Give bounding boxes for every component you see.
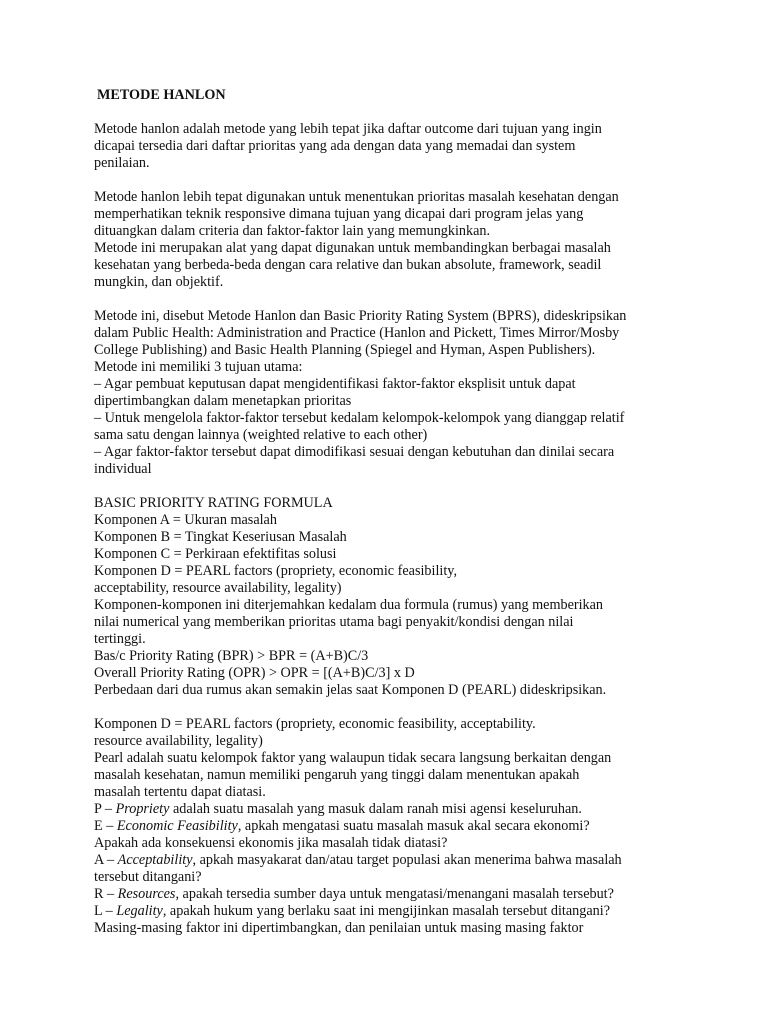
document-title: METODE HANLON (97, 87, 226, 103)
text-line: Metode hanlon adalah metode yang lebih tepat jika daftar outcome dari tujuan yang ingin (94, 121, 602, 137)
paragraph-usage (94, 189, 734, 291)
text-line: memperhatikan teknik responsive dimana tujuan yang dicapai dari program jelas yang (94, 206, 584, 222)
pearl-letter: P – (94, 801, 116, 817)
pearl-description: , apkah masyakarat dan/atau target populasi akan menerima bahwa masalah (192, 852, 622, 868)
text-line: dipertimbangkan dalam menetapkan prioritas (94, 393, 352, 409)
pearl-term: Propriety (115, 801, 170, 817)
pearl-description: , apkah mengatasi suatu masalah masuk akal secara ekonomi? (237, 818, 590, 834)
text-line: Apakah ada konsekuensi ekonomis jika masalah tidak diatasi? (94, 835, 448, 851)
text-line: kesehatan yang berbeda-beda dengan cara relative dan bukan absolute, framework, seadil (94, 257, 602, 273)
text-line: masalah kesehatan, namun memiliki pengaruh yang tinggi dalam menentukan apakah (94, 767, 580, 783)
text-line: mungkin, dan objektif. (94, 274, 224, 290)
text-line: resource availability, legality) (94, 733, 263, 749)
document-page (94, 87, 734, 937)
text-line: Overall Priority Rating (OPR) > OPR = [(A+B)C/3] x D (94, 665, 415, 681)
pearl-term: Legality (116, 903, 163, 919)
paragraph-bprs (94, 308, 734, 478)
text-line: Metode ini merupakan alat yang dapat digunakan untuk membandingkan berbagai masalah (94, 240, 611, 256)
text-line: Metode ini, disebut Metode Hanlon dan Basic Priority Rating System (BPRS), dideskripsikan (94, 308, 627, 324)
pearl-description: , apakah hukum yang berlaku saat ini mengijinkan masalah tersebut ditangani? (162, 903, 610, 919)
text-line: dicapai tersedia dari daftar prioritas yang ada dengan data yang memadai dan system (94, 138, 576, 154)
pearl-term: Acceptability (117, 852, 193, 868)
pearl-letter: L – (94, 903, 117, 919)
text-line: Komponen D = PEARL factors (propriety, economic feasibility, (94, 563, 457, 579)
text-line: tersebut ditangani? (94, 869, 202, 885)
text-line: Komponen A = Ukuran masalah (94, 512, 277, 528)
text-line: Metode ini memiliki 3 tujuan utama: (94, 359, 303, 375)
text-line: Perbedaan dari dua rumus akan semakin jelas saat Komponen D (PEARL) dideskripsikan. (94, 682, 607, 698)
pearl-term: Economic Feasibility (116, 818, 238, 834)
text-line: sama satu dengan lainnya (weighted relative to each other) (94, 427, 428, 443)
text-line: penilaian. (94, 155, 150, 171)
text-line: tertinggi. (94, 631, 146, 647)
pearl-letter: A – (94, 852, 118, 868)
pearl-item-l (94, 903, 734, 920)
text-line: dalam Public Health: Administration and Practice (Hanlon and Pickett, Times Mirror/Mosby (94, 325, 620, 341)
text-line: Bas/c Priority Rating (BPR) > BPR = (A+B)C/3 (94, 648, 369, 664)
text-line: individual (94, 461, 152, 477)
pearl-letter: R – (94, 886, 118, 902)
text-line: College Publishing) and Basic Health Planning (Spiegel and Hyman, Aspen Publishers). (94, 342, 596, 358)
text-line: – Agar pembuat keputusan dapat mengidentifikasi faktor-faktor eksplisit untuk dapat (94, 376, 576, 392)
text-line: Komponen C = Perkiraan efektifitas solusi (94, 546, 337, 562)
text-line: Komponen B = Tingkat Keseriusan Masalah (94, 529, 347, 545)
text-line: – Agar faktor-faktor tersebut dapat dimodifikasi sesuai dengan kebutuhan dan dinilai secara (94, 444, 615, 460)
text-line: dituangkan dalam criteria dan faktor-faktor lain yang memungkinkan. (94, 223, 491, 239)
section-heading: BASIC PRIORITY RATING FORMULA (94, 495, 333, 511)
paragraph-pearl (94, 716, 734, 937)
pearl-item-a (94, 852, 734, 869)
pearl-item-r (94, 886, 734, 903)
text-line: – Untuk mengelola faktor-faktor tersebut kedalam kelompok-kelompok yang dianggap relatif (94, 410, 625, 426)
pearl-letter: E – (94, 818, 117, 834)
pearl-description: , apakah tersedia sumber daya untuk mengatasi/menangani masalah tersebut? (175, 886, 614, 902)
pearl-item-e (94, 818, 734, 835)
text-line: Komponen D = PEARL factors (propriety, economic feasibility, acceptability. (94, 716, 536, 732)
paragraph-intro (94, 121, 734, 172)
text-line: Komponen-komponen ini diterjemahkan kedalam dua formula (rumus) yang memberikan (94, 597, 604, 613)
pearl-description: adalah suatu masalah yang masuk dalam ranah misi agensi keseluruhan. (169, 801, 582, 817)
text-line: nilai numerical yang memberikan prioritas utama bagi penyakit/kondisi dengan nilai (94, 614, 574, 630)
paragraph-formula (94, 495, 734, 699)
text-line: Pearl adalah suatu kelompok faktor yang walaupun tidak secara langsung berkaitan dengan (94, 750, 612, 766)
text-line: acceptability, resource availability, legality) (94, 580, 342, 596)
pearl-term: Resources (117, 886, 176, 902)
pearl-item-p (94, 801, 734, 818)
text-line: masalah tertentu dapat diatasi. (94, 784, 266, 800)
text-line: Masing-masing faktor ini dipertimbangkan, dan penilaian untuk masing masing faktor (94, 920, 584, 936)
text-line: Metode hanlon lebih tepat digunakan untuk menentukan prioritas masalah kesehatan dengan (94, 189, 619, 205)
